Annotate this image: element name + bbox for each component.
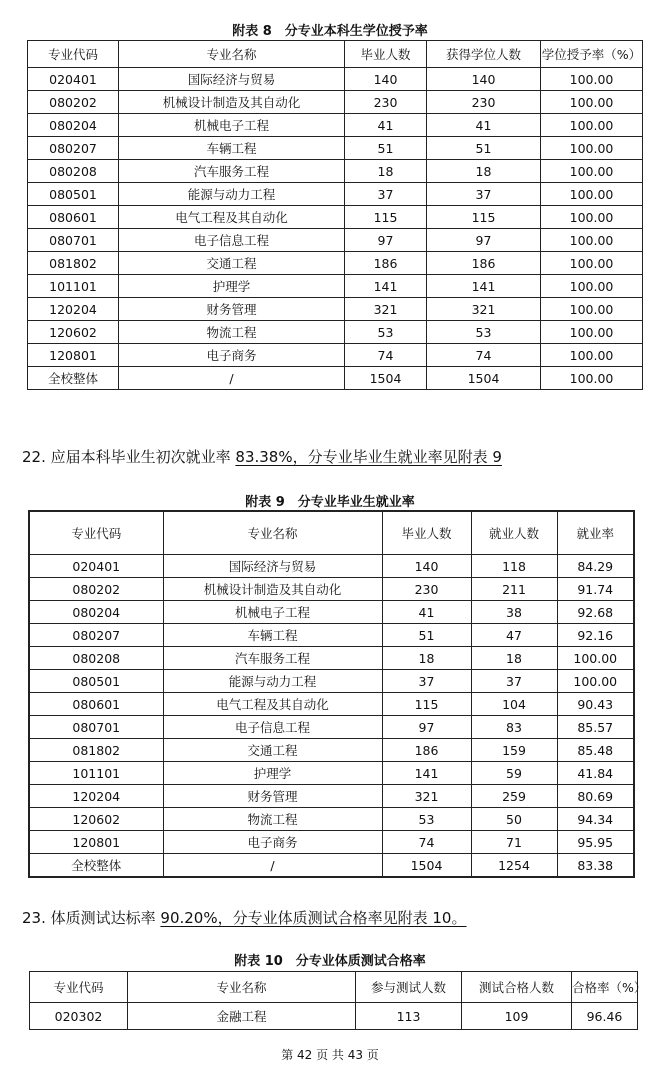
- table10-header-cell: 参与测试人数: [356, 972, 462, 1003]
- table8-cell: 财务管理: [119, 298, 345, 321]
- table8-header-cell: 获得学位人数: [427, 41, 541, 68]
- table10-header-row: [30, 972, 638, 1003]
- table9-cell: 081802: [29, 739, 163, 762]
- paragraph-22-underlined: 83.38%，分专业毕业生就业率见附表 9: [235, 448, 502, 466]
- table9-row: [29, 647, 634, 670]
- table9-cell: 车辆工程: [163, 624, 382, 647]
- table9-cell: 92.68: [557, 601, 634, 624]
- table9-cell: 080202: [29, 578, 163, 601]
- table9-row: [29, 601, 634, 624]
- table8-cell: 51: [345, 137, 427, 160]
- table8-cell: 186: [427, 252, 541, 275]
- table8-cell: 100.00: [541, 298, 643, 321]
- table9-cell: 物流工程: [163, 808, 382, 831]
- table8-cell: 53: [427, 321, 541, 344]
- table8-cell: 37: [427, 183, 541, 206]
- table9-cell: 18: [382, 647, 471, 670]
- table8-cell: 100.00: [541, 160, 643, 183]
- table9-cell: 104: [471, 693, 557, 716]
- table8-body: [28, 68, 643, 390]
- table8-cell: 全校整体: [28, 367, 119, 390]
- table8-cell: 080501: [28, 183, 119, 206]
- table10-row: [30, 1003, 638, 1030]
- table10-header-cell: 专业名称: [128, 972, 356, 1003]
- table9-cell: 080501: [29, 670, 163, 693]
- table9-cell: 83: [471, 716, 557, 739]
- table9-cell: 37: [471, 670, 557, 693]
- table9-cell: 95.95: [557, 831, 634, 854]
- table8-cell: 100.00: [541, 275, 643, 298]
- table8-cell: 100.00: [541, 137, 643, 160]
- table10-cell: 金融工程: [128, 1003, 356, 1030]
- table8-cell: 230: [345, 91, 427, 114]
- table8-cell: 物流工程: [119, 321, 345, 344]
- table8-cell: 53: [345, 321, 427, 344]
- table9-cell: 140: [382, 555, 471, 578]
- table8-row: [28, 91, 643, 114]
- table8-row: [28, 321, 643, 344]
- table9-header-cell: 就业人数: [471, 511, 557, 555]
- table8-header-cell: 毕业人数: [345, 41, 427, 68]
- table9-cell: 护理学: [163, 762, 382, 785]
- table8-cell: 100.00: [541, 367, 643, 390]
- table9-cell: 120801: [29, 831, 163, 854]
- table8-cell: 车辆工程: [119, 137, 345, 160]
- table8-cell: /: [119, 367, 345, 390]
- table10-cell: 113: [356, 1003, 462, 1030]
- table10-cell: 96.46: [572, 1003, 638, 1030]
- table9-cell: 50: [471, 808, 557, 831]
- table9-cell: 080208: [29, 647, 163, 670]
- table8-caption: 附表 8 分专业本科生学位授予率: [232, 24, 428, 39]
- table9-cell: 321: [382, 785, 471, 808]
- table8-cell: 74: [345, 344, 427, 367]
- table9-row: [29, 739, 634, 762]
- table8-row: [28, 206, 643, 229]
- table8-cell: 汽车服务工程: [119, 160, 345, 183]
- table9-cell: 国际经济与贸易: [163, 555, 382, 578]
- table9-cell: 259: [471, 785, 557, 808]
- table9-cell: 1504: [382, 854, 471, 878]
- table8-header-row: [28, 41, 643, 68]
- table8-cell: 321: [427, 298, 541, 321]
- table9-cell: 92.16: [557, 624, 634, 647]
- table10-caption: 附表 10 分专业体质测试合格率: [234, 954, 426, 969]
- table9-cell: 电子信息工程: [163, 716, 382, 739]
- table9-row: [29, 693, 634, 716]
- table8-row: [28, 183, 643, 206]
- table10: [29, 971, 647, 1030]
- table8-header-cell: 学位授予率（%）: [541, 41, 643, 68]
- table9-header-cell: 毕业人数: [382, 511, 471, 555]
- table8-row: [28, 367, 643, 390]
- table9-caption: 附表 9 分专业毕业生就业率: [245, 495, 415, 510]
- table9-cell: 能源与动力工程: [163, 670, 382, 693]
- table8: [27, 40, 643, 390]
- table9-header-cell: 就业率: [557, 511, 634, 555]
- table8-cell: 080204: [28, 114, 119, 137]
- table9-cell: 1254: [471, 854, 557, 878]
- table9-cell: 47: [471, 624, 557, 647]
- table8-cell: 100.00: [541, 252, 643, 275]
- table9-cell: 115: [382, 693, 471, 716]
- table8-cell: 141: [345, 275, 427, 298]
- table8-cell: 141: [427, 275, 541, 298]
- table9-cell: 90.43: [557, 693, 634, 716]
- table9-cell: 电气工程及其自动化: [163, 693, 382, 716]
- table8-cell: 国际经济与贸易: [119, 68, 345, 91]
- table9-cell: 020401: [29, 555, 163, 578]
- table9-cell: 080204: [29, 601, 163, 624]
- table8-cell: 100.00: [541, 68, 643, 91]
- table8-cell: 100.00: [541, 206, 643, 229]
- table9-cell: 91.74: [557, 578, 634, 601]
- table9-cell: 83.38: [557, 854, 634, 878]
- table9-cell: 71: [471, 831, 557, 854]
- table9-row: [29, 762, 634, 785]
- table9-cell: 53: [382, 808, 471, 831]
- page-footer: 第 42 页 共 43 页: [281, 1048, 379, 1062]
- table8-cell: 100.00: [541, 183, 643, 206]
- table8-cell: 101101: [28, 275, 119, 298]
- table8-cell: 321: [345, 298, 427, 321]
- table8-cell: 080208: [28, 160, 119, 183]
- table9-row: [29, 854, 634, 878]
- paragraph-22: [22, 446, 502, 467]
- table9-row: [29, 716, 634, 739]
- table10-body: [30, 1003, 638, 1030]
- paragraph-22-text: 22. 应届本科毕业生初次就业率: [22, 448, 236, 466]
- table9-row: [29, 555, 634, 578]
- table9-cell: 100.00: [557, 670, 634, 693]
- table8-cell: 51: [427, 137, 541, 160]
- table10-cell: 020302: [30, 1003, 128, 1030]
- table9-cell: 85.48: [557, 739, 634, 762]
- table8-cell: 115: [345, 206, 427, 229]
- table8-row: [28, 252, 643, 275]
- table9-row: [29, 670, 634, 693]
- table10-header-cell: 专业代码: [30, 972, 128, 1003]
- table8-cell: 100.00: [541, 321, 643, 344]
- table8-row: [28, 344, 643, 367]
- table9-header-row: [29, 511, 634, 555]
- table10-header-cell: 合格率（%）: [572, 972, 638, 1003]
- table10-cell: 109: [462, 1003, 572, 1030]
- table8-cell: 1504: [427, 367, 541, 390]
- table8-cell: 41: [345, 114, 427, 137]
- table8-cell: 97: [345, 229, 427, 252]
- table9-cell: 080207: [29, 624, 163, 647]
- table8-header-cell: 专业名称: [119, 41, 345, 68]
- table10-header-cell: 测试合格人数: [462, 972, 572, 1003]
- table8-cell: 电气工程及其自动化: [119, 206, 345, 229]
- table9-cell: 186: [382, 739, 471, 762]
- table9-row: [29, 578, 634, 601]
- table9-cell: 41: [382, 601, 471, 624]
- table8-row: [28, 275, 643, 298]
- table9-cell: 交通工程: [163, 739, 382, 762]
- table9-cell: 080701: [29, 716, 163, 739]
- table9-cell: 84.29: [557, 555, 634, 578]
- table8-row: [28, 229, 643, 252]
- table8-cell: 电子信息工程: [119, 229, 345, 252]
- table8-cell: 080207: [28, 137, 119, 160]
- table8-cell: 140: [345, 68, 427, 91]
- table9-cell: 74: [382, 831, 471, 854]
- table9-cell: 财务管理: [163, 785, 382, 808]
- table9-row: [29, 624, 634, 647]
- table8-cell: 100.00: [541, 114, 643, 137]
- table8-cell: 081802: [28, 252, 119, 275]
- table9-cell: 120602: [29, 808, 163, 831]
- table9-cell: 118: [471, 555, 557, 578]
- table9-cell: 机械设计制造及其自动化: [163, 578, 382, 601]
- table8-cell: 护理学: [119, 275, 345, 298]
- table8-cell: 18: [427, 160, 541, 183]
- table9-cell: /: [163, 854, 382, 878]
- table8-row: [28, 114, 643, 137]
- table8-cell: 100.00: [541, 229, 643, 252]
- table8-cell: 230: [427, 91, 541, 114]
- table8-cell: 080202: [28, 91, 119, 114]
- paragraph-23-text: 23. 体质测试达标率: [22, 909, 161, 927]
- table8-row: [28, 298, 643, 321]
- table8-cell: 020401: [28, 68, 119, 91]
- table8-cell: 交通工程: [119, 252, 345, 275]
- paragraph-23: [22, 907, 466, 928]
- table9-row: [29, 831, 634, 854]
- table9-cell: 37: [382, 670, 471, 693]
- table8-cell: 机械设计制造及其自动化: [119, 91, 345, 114]
- table8-cell: 41: [427, 114, 541, 137]
- table8-cell: 机械电子工程: [119, 114, 345, 137]
- table8-cell: 080601: [28, 206, 119, 229]
- table9-cell: 59: [471, 762, 557, 785]
- table8-header-cell: 专业代码: [28, 41, 119, 68]
- table9-cell: 41.84: [557, 762, 634, 785]
- table9-cell: 80.69: [557, 785, 634, 808]
- table9-cell: 159: [471, 739, 557, 762]
- table8-cell: 100.00: [541, 91, 643, 114]
- table8-cell: 140: [427, 68, 541, 91]
- table8-row: [28, 137, 643, 160]
- table9-cell: 080601: [29, 693, 163, 716]
- table9-cell: 85.57: [557, 716, 634, 739]
- table8-cell: 080701: [28, 229, 119, 252]
- table8-cell: 120204: [28, 298, 119, 321]
- table9-cell: 101101: [29, 762, 163, 785]
- table9-cell: 18: [471, 647, 557, 670]
- table8-cell: 18: [345, 160, 427, 183]
- table8-cell: 74: [427, 344, 541, 367]
- table9-cell: 51: [382, 624, 471, 647]
- table9-header-cell: 专业代码: [29, 511, 163, 555]
- table9-cell: 94.34: [557, 808, 634, 831]
- table9-cell: 100.00: [557, 647, 634, 670]
- table8-cell: 电子商务: [119, 344, 345, 367]
- table9-cell: 汽车服务工程: [163, 647, 382, 670]
- table9-cell: 230: [382, 578, 471, 601]
- table9-header-cell: 专业名称: [163, 511, 382, 555]
- table9-cell: 全校整体: [29, 854, 163, 878]
- table9-cell: 38: [471, 601, 557, 624]
- table9-cell: 电子商务: [163, 831, 382, 854]
- table8-cell: 97: [427, 229, 541, 252]
- table9-row: [29, 785, 634, 808]
- table9-body: [29, 555, 634, 878]
- table8-cell: 115: [427, 206, 541, 229]
- table8-cell: 37: [345, 183, 427, 206]
- table8-cell: 186: [345, 252, 427, 275]
- table8-cell: 能源与动力工程: [119, 183, 345, 206]
- table9-cell: 97: [382, 716, 471, 739]
- table9: [28, 510, 635, 878]
- table8-row: [28, 160, 643, 183]
- table8-cell: 120801: [28, 344, 119, 367]
- table8-row: [28, 68, 643, 91]
- table9-cell: 机械电子工程: [163, 601, 382, 624]
- table9-cell: 211: [471, 578, 557, 601]
- table9-cell: 120204: [29, 785, 163, 808]
- table8-cell: 100.00: [541, 344, 643, 367]
- table8-cell: 120602: [28, 321, 119, 344]
- paragraph-23-underlined: 90.20%，分专业体质测试合格率见附表 10。: [160, 909, 467, 927]
- table8-cell: 1504: [345, 367, 427, 390]
- table9-row: [29, 808, 634, 831]
- table9-cell: 141: [382, 762, 471, 785]
